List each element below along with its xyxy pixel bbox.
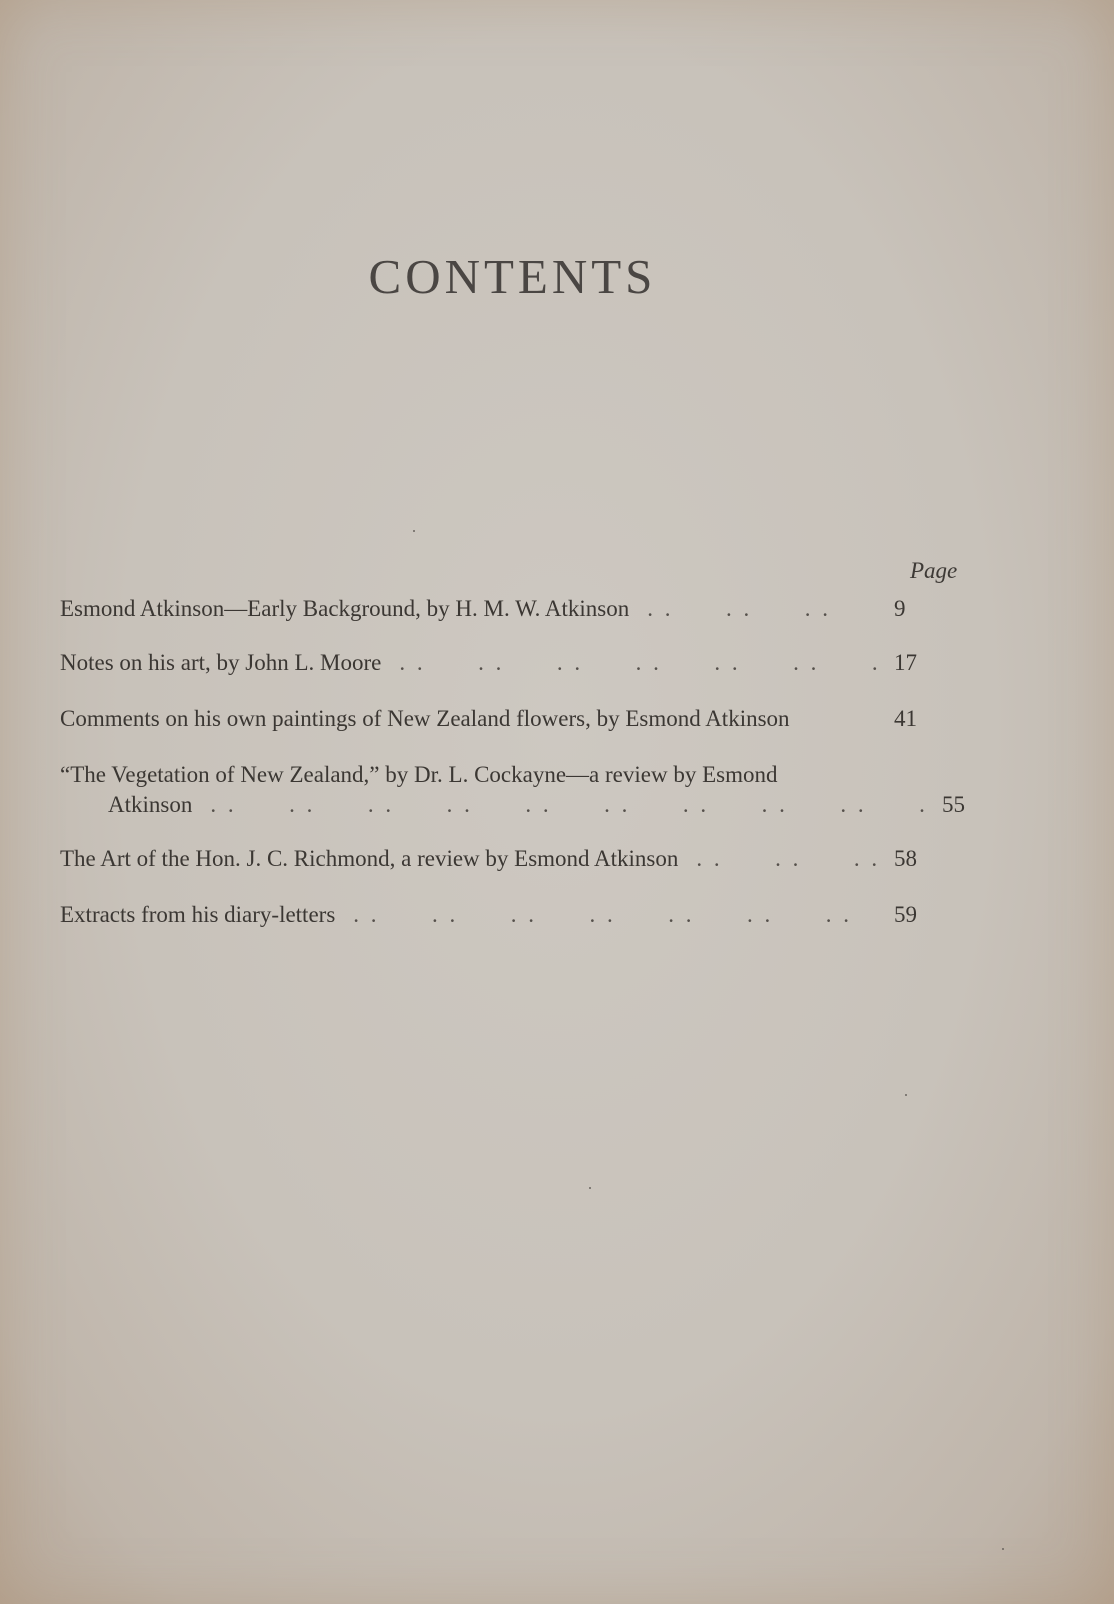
toc-entry [60,844,930,874]
toc-entry-page: 9 [894,596,906,621]
toc-line [60,648,930,678]
toc-entry [60,594,930,624]
toc-entry [60,760,965,820]
toc-entry-title: Comments on his own paintings of New Zealand flowers, by Esmond Atkinson [60,706,790,731]
toc-entry-title: Notes on his art, by John L. Moore [60,650,382,675]
toc-line [60,900,930,930]
toc-entry-page: 55 [942,792,965,817]
dot-leader [381,648,882,678]
dot-leader [629,594,882,624]
toc-line-continuation [60,790,978,820]
toc-entry-continuation: Atkinson [108,792,193,817]
toc-entry-title: Extracts from his diary-letters [60,902,336,927]
paper-speck [905,1094,907,1096]
page-title: CONTENTS [368,249,657,304]
toc-entry-page: 17 [894,650,917,675]
page-column-heading: Page [910,558,958,583]
paper-speck [413,530,415,532]
toc-entry-title: The Art of the Hon. J. C. Richmond, a review by Esmond Atkinson [60,846,679,871]
dot-leader [678,844,882,874]
toc-entry-page: 58 [894,846,917,871]
toc-line [60,704,930,734]
toc-line [60,844,930,874]
paper-speck [589,1187,591,1189]
toc-entry-page: 59 [894,902,917,927]
toc-line [60,594,930,624]
toc-entry-title: “The Vegetation of New Zealand,” by Dr. L. Cockayne—a review by Esmond [60,762,778,787]
toc-line [60,760,930,790]
dot-leader [335,900,882,930]
toc-entry [60,648,930,678]
paper-speck [1002,1548,1004,1550]
toc-entry [60,900,930,930]
toc-entry [60,704,930,734]
toc-entry-title: Esmond Atkinson—Early Background, by H. M. W. Atkinson [60,596,630,621]
toc-entry-page: 41 [894,706,917,731]
dot-leader [192,790,930,820]
